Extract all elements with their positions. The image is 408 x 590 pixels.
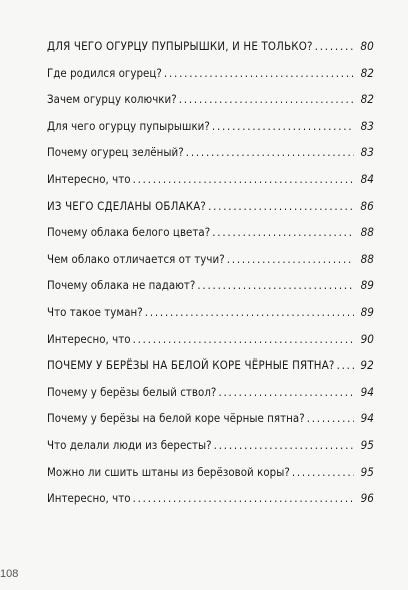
toc-entry-page: 89 xyxy=(360,278,374,293)
dot-leader xyxy=(212,225,354,239)
toc-entry xyxy=(47,438,374,465)
toc-entry-page: 96 xyxy=(360,491,374,506)
toc-entry-title: Где родился огурец? xyxy=(47,65,162,80)
toc-entry-title: Интересно, что xyxy=(47,491,131,506)
dot-leader xyxy=(214,438,354,452)
toc-entry-title: Почему облака не падают? xyxy=(47,278,196,293)
dot-leader xyxy=(145,305,354,319)
toc-entry-page: 83 xyxy=(360,118,374,133)
toc-entry xyxy=(47,411,374,438)
toc-entry-title: ДЛЯ ЧЕГО ОГУРЦУ ПУПЫРЫШКИ, И НЕ ТОЛЬКО? xyxy=(47,39,313,53)
dot-leader xyxy=(133,491,354,505)
toc-entry xyxy=(47,172,374,199)
toc-entry-page: 83 xyxy=(360,145,374,160)
dot-leader xyxy=(315,39,354,53)
toc-entry-page: 82 xyxy=(360,92,374,107)
toc-entry-page: 90 xyxy=(360,331,374,346)
toc-section-heading xyxy=(47,358,374,385)
dot-leader xyxy=(179,92,354,106)
toc-entry xyxy=(47,305,374,332)
toc-entry xyxy=(47,66,374,93)
toc-entry-title: ПОЧЕМУ У БЕРЁЗЫ НА БЕЛОЙ КОРЕ ЧЁРНЫЕ ПЯТНА? xyxy=(47,358,335,373)
toc-entry-page: 95 xyxy=(360,464,374,479)
dot-leader xyxy=(164,66,354,80)
toc-entry-title: Чем облако отличается от тучи? xyxy=(47,251,225,266)
toc-entry-page: 94 xyxy=(360,384,374,399)
toc-entry-page: 86 xyxy=(360,198,374,213)
dot-leader xyxy=(227,252,354,266)
toc-entry xyxy=(47,491,374,518)
dot-leader xyxy=(307,411,354,425)
toc-entry-page: 88 xyxy=(360,251,374,266)
dot-leader xyxy=(133,332,354,346)
toc-entry xyxy=(47,332,374,359)
toc-entry-title: Почему облака белого цвета? xyxy=(47,225,211,240)
toc-entry xyxy=(47,385,374,412)
toc-entry xyxy=(47,145,374,172)
toc-entry xyxy=(47,252,374,279)
dot-leader xyxy=(212,119,354,133)
toc-entry xyxy=(47,119,374,146)
toc-entry xyxy=(47,278,374,305)
toc-entry xyxy=(47,225,374,252)
dot-leader xyxy=(218,385,354,399)
toc-entry-title: Можно ли сшить штаны из берёзовой коры? xyxy=(47,464,290,479)
toc-entry-title: Интересно, что xyxy=(47,331,131,346)
toc-entry-title: Что такое туман? xyxy=(47,304,143,319)
toc-section-heading xyxy=(47,199,374,226)
toc-entry xyxy=(47,465,374,492)
toc-entry-page: 84 xyxy=(360,171,374,186)
toc-entry xyxy=(47,92,374,119)
toc-entry-page: 95 xyxy=(360,437,374,452)
page-number: 108 xyxy=(0,568,19,580)
toc-entry-title: Почему у берёзы на белой коре чёрные пятна? xyxy=(47,411,305,426)
toc-entry-title: Зачем огурцу колючки? xyxy=(47,92,177,107)
toc-section-heading xyxy=(47,39,374,66)
dot-leader xyxy=(337,358,354,372)
toc-entry-title: Почему у берёзы белый ствол? xyxy=(47,384,217,399)
dot-leader xyxy=(197,278,354,292)
dot-leader xyxy=(292,465,354,479)
dot-leader xyxy=(208,199,354,213)
toc-entry-page: 92 xyxy=(360,358,374,373)
toc-entry-title: Почему огурец зелёный? xyxy=(47,145,184,160)
toc-entry-page: 94 xyxy=(360,411,374,426)
dot-leader xyxy=(186,145,354,159)
toc-entry-title: Что делали люди из бересты? xyxy=(47,437,212,452)
toc-entry-title: Интересно, что xyxy=(47,171,131,186)
toc-entry-page: 80 xyxy=(360,39,374,53)
table-of-contents xyxy=(47,39,374,518)
dot-leader xyxy=(133,172,354,186)
toc-entry-page: 82 xyxy=(360,65,374,80)
toc-entry-title: Для чего огурцу пупырышки? xyxy=(47,118,210,133)
toc-entry-page: 89 xyxy=(360,304,374,319)
toc-entry-title: ИЗ ЧЕГО СДЕЛАНЫ ОБЛАКА? xyxy=(47,198,207,213)
toc-entry-page: 88 xyxy=(360,225,374,240)
